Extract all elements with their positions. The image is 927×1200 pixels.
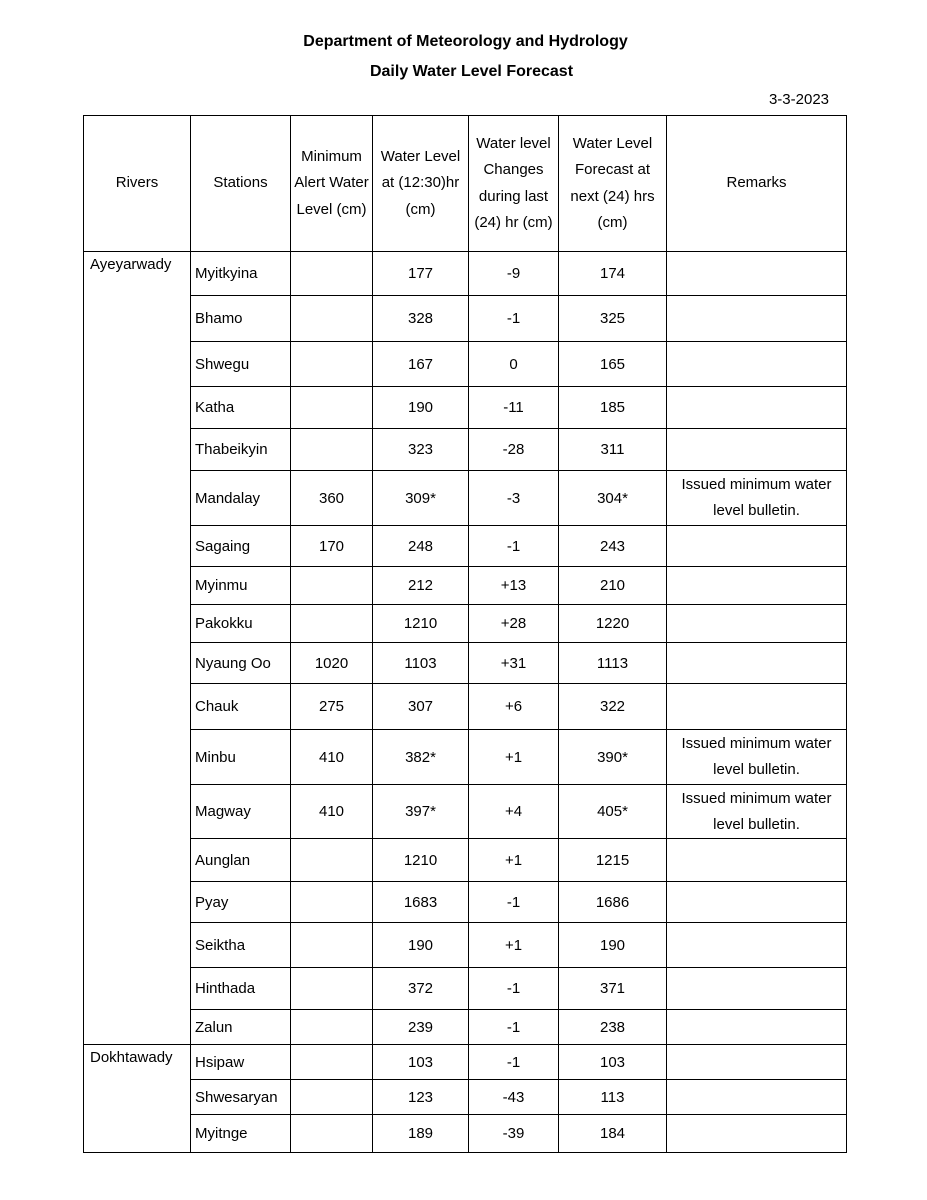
min-alert-value: 360	[291, 471, 373, 526]
station-name: Zalun	[191, 1010, 291, 1045]
table-row	[84, 387, 847, 429]
min-alert-value	[291, 296, 373, 342]
remarks-cell	[667, 839, 847, 882]
table-row	[84, 684, 847, 730]
remarks-cell	[667, 1010, 847, 1045]
change-value: -1	[469, 882, 559, 923]
forecast-value: 311	[559, 429, 667, 471]
station-name: Pakokku	[191, 605, 291, 643]
min-alert-value	[291, 252, 373, 296]
min-alert-value	[291, 429, 373, 471]
remarks-cell	[667, 252, 847, 296]
table-row	[84, 471, 847, 526]
forecast-value: 113	[559, 1080, 667, 1115]
forecast-value: 243	[559, 526, 667, 567]
water-level-value: 190	[373, 923, 469, 968]
station-name: Chauk	[191, 684, 291, 730]
change-value: -1	[469, 1010, 559, 1045]
min-alert-value: 1020	[291, 643, 373, 684]
change-value: +6	[469, 684, 559, 730]
header-forecast: Water Level Forecast at next (24) hrs (cm)	[559, 116, 667, 252]
change-value: -39	[469, 1115, 559, 1153]
forecast-value: 325	[559, 296, 667, 342]
water-level-value: 323	[373, 429, 469, 471]
table-row	[84, 730, 847, 785]
change-value: +1	[469, 839, 559, 882]
table-row	[84, 785, 847, 839]
remarks-cell	[667, 296, 847, 342]
min-alert-value: 170	[291, 526, 373, 567]
table-row	[84, 526, 847, 567]
change-value: +1	[469, 730, 559, 785]
min-alert-value	[291, 1010, 373, 1045]
min-alert-value: 410	[291, 785, 373, 839]
min-alert-value	[291, 1115, 373, 1153]
table-row	[84, 429, 847, 471]
river-name: Ayeyarwady	[84, 252, 191, 1045]
min-alert-value: 410	[291, 730, 373, 785]
change-value: +13	[469, 567, 559, 605]
remarks-cell	[667, 429, 847, 471]
station-name: Bhamo	[191, 296, 291, 342]
station-name: Hsipaw	[191, 1045, 291, 1080]
min-alert-value	[291, 1045, 373, 1080]
station-name: Pyay	[191, 882, 291, 923]
header-stations: Stations	[191, 116, 291, 252]
min-alert-value	[291, 387, 373, 429]
remarks-cell	[667, 387, 847, 429]
forecast-value: 371	[559, 968, 667, 1010]
header-rivers: Rivers	[84, 116, 191, 252]
forecast-value: 1113	[559, 643, 667, 684]
station-name: Myitnge	[191, 1115, 291, 1153]
water-level-value: 382*	[373, 730, 469, 785]
change-value: -1	[469, 1045, 559, 1080]
station-name: Shwesaryan	[191, 1080, 291, 1115]
remarks-cell: Issued minimum water level bulletin.	[667, 785, 847, 839]
table-row	[84, 296, 847, 342]
station-name: Katha	[191, 387, 291, 429]
remarks-cell: Issued minimum water level bulletin.	[667, 730, 847, 785]
station-name: Mandalay	[191, 471, 291, 526]
min-alert-value	[291, 605, 373, 643]
change-value: +1	[469, 923, 559, 968]
table-row	[84, 1115, 847, 1153]
water-level-value: 1210	[373, 605, 469, 643]
forecast-date: 3-3-2023	[768, 91, 829, 108]
station-name: Seiktha	[191, 923, 291, 968]
forecast-value: 322	[559, 684, 667, 730]
change-value: -9	[469, 252, 559, 296]
forecast-value: 1220	[559, 605, 667, 643]
forecast-value: 174	[559, 252, 667, 296]
change-value: -1	[469, 968, 559, 1010]
station-name: Aunglan	[191, 839, 291, 882]
station-name: Sagaing	[191, 526, 291, 567]
table-row	[84, 605, 847, 643]
remarks-cell	[667, 1115, 847, 1153]
table-row	[84, 1045, 847, 1080]
remarks-cell	[667, 605, 847, 643]
forecast-value: 210	[559, 567, 667, 605]
remarks-cell	[667, 643, 847, 684]
forecast-value: 1215	[559, 839, 667, 882]
forecast-value: 185	[559, 387, 667, 429]
station-name: Hinthada	[191, 968, 291, 1010]
forecast-value: 165	[559, 342, 667, 387]
station-name: Thabeikyin	[191, 429, 291, 471]
min-alert-value	[291, 968, 373, 1010]
station-name: Magway	[191, 785, 291, 839]
min-alert-value	[291, 1080, 373, 1115]
table-body	[84, 252, 847, 1153]
header-remarks: Remarks	[667, 116, 847, 252]
remarks-cell	[667, 882, 847, 923]
station-name: Myitkyina	[191, 252, 291, 296]
header-min-alert: Minimum Alert Water Level (cm)	[291, 116, 373, 252]
remarks-cell	[667, 684, 847, 730]
header-changes: Water level Changes during last (24) hr (cm)	[469, 116, 559, 252]
table-row	[84, 252, 847, 296]
table-row	[84, 1080, 847, 1115]
change-value: +28	[469, 605, 559, 643]
min-alert-value	[291, 567, 373, 605]
forecast-value: 238	[559, 1010, 667, 1045]
forecast-value: 103	[559, 1045, 667, 1080]
water-level-value: 189	[373, 1115, 469, 1153]
change-value: +4	[469, 785, 559, 839]
header-water-level: Water Level at (12:30)hr (cm)	[373, 116, 469, 252]
station-name: Nyaung Oo	[191, 643, 291, 684]
remarks-cell	[667, 567, 847, 605]
water-level-value: 190	[373, 387, 469, 429]
table-row	[84, 567, 847, 605]
table-row	[84, 342, 847, 387]
table-row	[84, 1010, 847, 1045]
change-value: -3	[469, 471, 559, 526]
water-level-value: 123	[373, 1080, 469, 1115]
remarks-cell	[667, 1045, 847, 1080]
remarks-cell	[667, 923, 847, 968]
change-value: -43	[469, 1080, 559, 1115]
min-alert-value	[291, 342, 373, 387]
water-level-value: 328	[373, 296, 469, 342]
change-value: -1	[469, 296, 559, 342]
min-alert-value	[291, 882, 373, 923]
water-level-value: 1210	[373, 839, 469, 882]
change-value: -11	[469, 387, 559, 429]
water-level-value: 309*	[373, 471, 469, 526]
forecast-value: 304*	[559, 471, 667, 526]
river-name: Dokhtawady	[84, 1045, 191, 1153]
document-subtitle: Daily Water Level Forecast	[369, 63, 574, 80]
water-level-value: 103	[373, 1045, 469, 1080]
forecast-value: 405*	[559, 785, 667, 839]
forecast-value: 390*	[559, 730, 667, 785]
station-name: Shwegu	[191, 342, 291, 387]
water-level-value: 372	[373, 968, 469, 1010]
change-value: -1	[469, 526, 559, 567]
water-level-value: 397*	[373, 785, 469, 839]
table-row	[84, 839, 847, 882]
forecast-value: 190	[559, 923, 667, 968]
water-level-value: 1683	[373, 882, 469, 923]
water-level-value: 307	[373, 684, 469, 730]
water-level-value: 1103	[373, 643, 469, 684]
water-level-value: 248	[373, 526, 469, 567]
table-row	[84, 968, 847, 1010]
station-name: Minbu	[191, 730, 291, 785]
water-level-value: 239	[373, 1010, 469, 1045]
remarks-cell	[667, 526, 847, 567]
remarks-cell	[667, 968, 847, 1010]
water-level-value: 177	[373, 252, 469, 296]
water-level-table	[83, 115, 847, 1153]
remarks-cell	[667, 1080, 847, 1115]
min-alert-value: 275	[291, 684, 373, 730]
forecast-value: 184	[559, 1115, 667, 1153]
change-value: 0	[469, 342, 559, 387]
table-row	[84, 643, 847, 684]
forecast-value: 1686	[559, 882, 667, 923]
water-level-value: 212	[373, 567, 469, 605]
table-row	[84, 923, 847, 968]
station-name: Myinmu	[191, 567, 291, 605]
min-alert-value	[291, 923, 373, 968]
document-title: Department of Meteorology and Hydrology	[303, 33, 628, 50]
change-value: -28	[469, 429, 559, 471]
min-alert-value	[291, 839, 373, 882]
table-row	[84, 882, 847, 923]
remarks-cell	[667, 342, 847, 387]
change-value: +31	[469, 643, 559, 684]
remarks-cell: Issued minimum water level bulletin.	[667, 471, 847, 526]
water-level-value: 167	[373, 342, 469, 387]
